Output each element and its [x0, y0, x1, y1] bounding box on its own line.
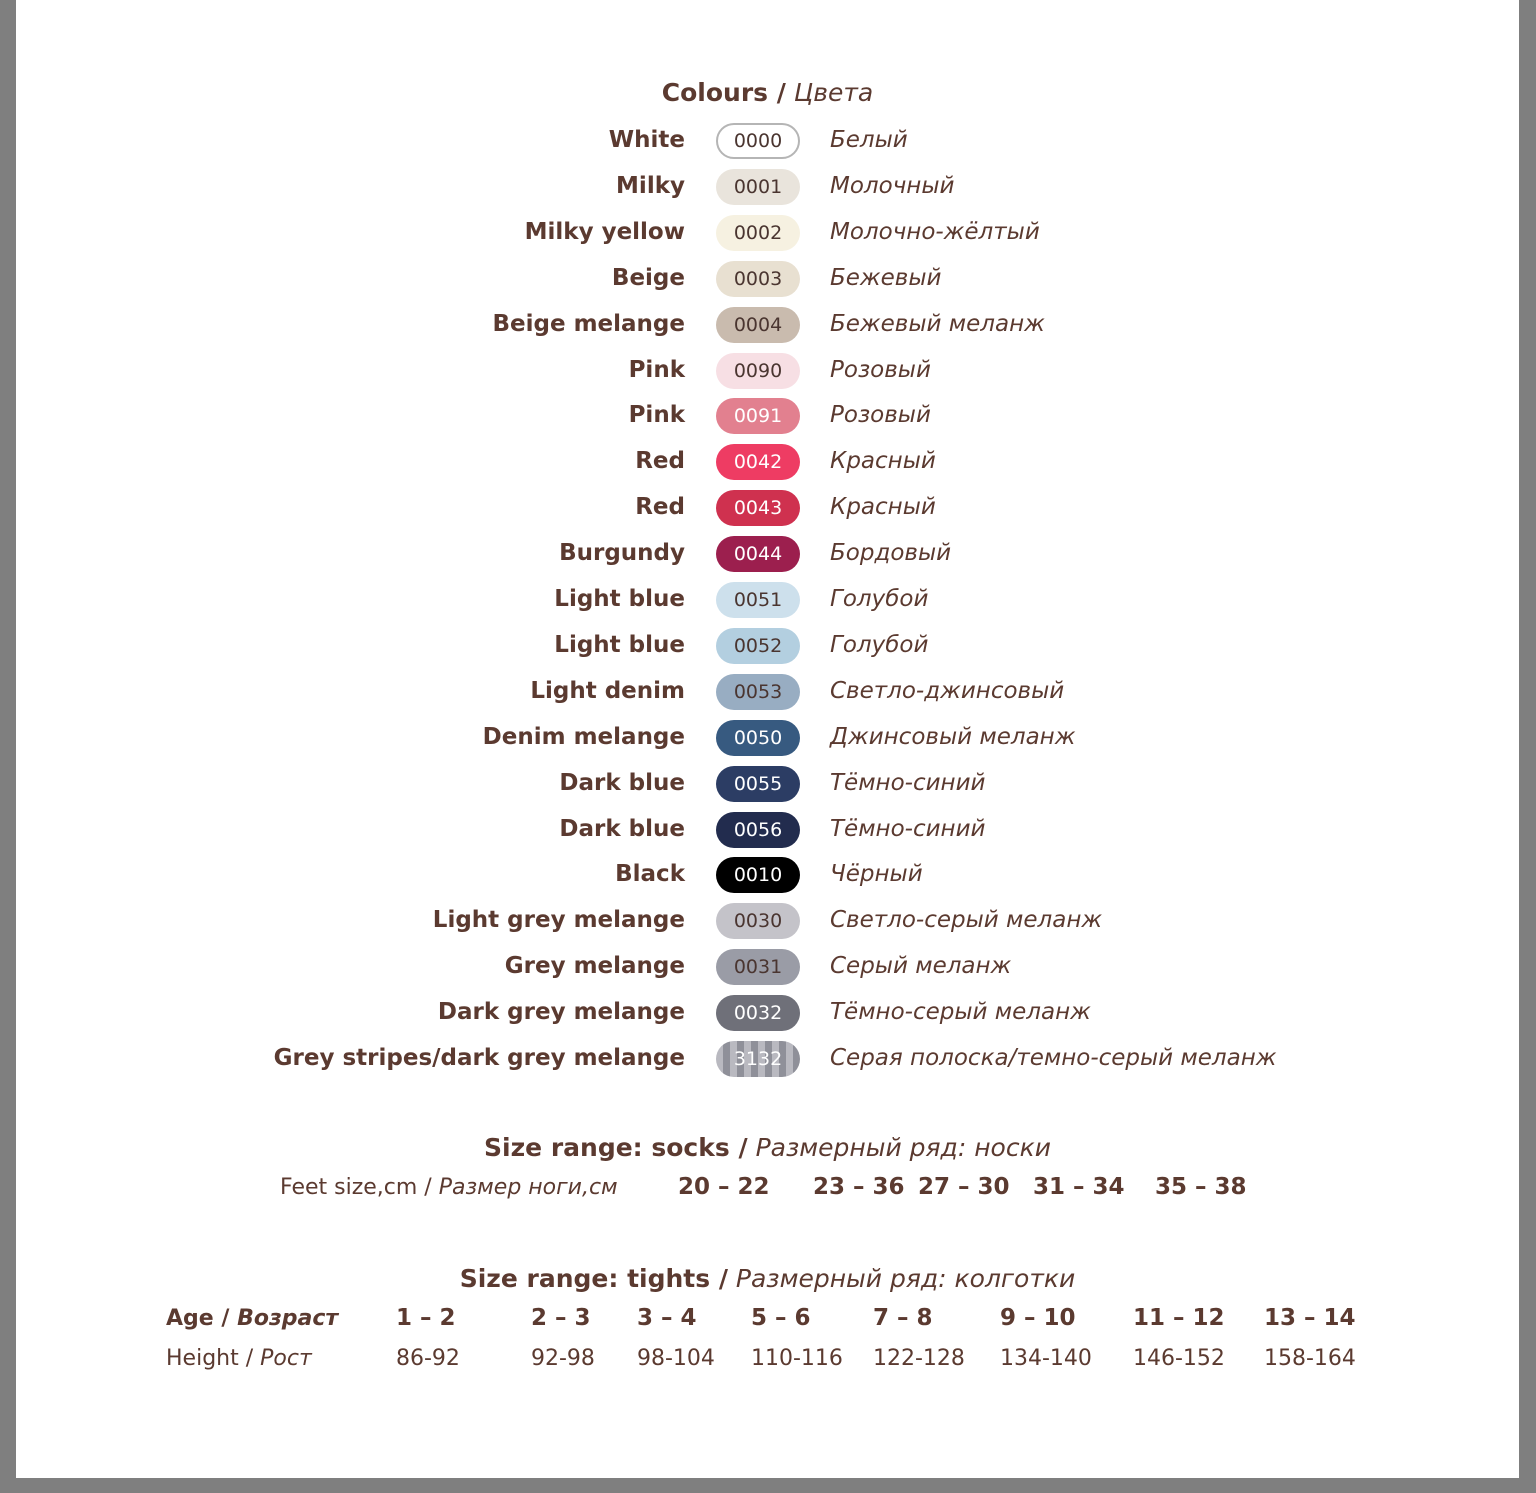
colour-name-ru: Розовый [830, 356, 931, 383]
colour-name-en: Light denim [530, 677, 685, 704]
colour-swatch: 0001 [716, 169, 800, 205]
colour-row [16, 487, 1519, 527]
colour-name-en: Milky [616, 172, 685, 199]
colour-row [16, 350, 1519, 390]
colour-name-ru: Белый [830, 127, 908, 153]
colour-name-ru: Серый меланж [830, 953, 1012, 980]
height-value: 134-140 [1000, 1346, 1092, 1371]
tights-title-ru: Размерный ряд: колготки [735, 1264, 1076, 1293]
age-value: 1 – 2 [396, 1305, 456, 1331]
colour-row [16, 625, 1519, 665]
colour-name-en: Dark grey melange [437, 999, 685, 1026]
feet-size-value: 31 – 34 [1033, 1174, 1125, 1200]
colour-name-ru: Красный [830, 448, 936, 475]
colour-name-en: Black [615, 861, 685, 888]
colour-name-en: Milky yellow [524, 218, 685, 245]
colour-name-en: Beige [611, 264, 685, 291]
age-value: 3 – 4 [637, 1305, 697, 1331]
colour-swatch: 0010 [716, 857, 800, 893]
feet-size-label-en: Feet size,cm / [280, 1175, 432, 1200]
colour-row [16, 717, 1519, 757]
colour-name-en: Pink [628, 402, 685, 429]
colour-swatch: 0003 [716, 261, 800, 297]
colour-row [16, 946, 1519, 986]
height-value: 146-152 [1133, 1346, 1225, 1371]
height-value: 92-98 [531, 1346, 595, 1371]
document-page [16, 0, 1519, 1478]
feet-size-label [280, 1175, 618, 1200]
age-value: 5 – 6 [751, 1305, 811, 1331]
colour-name-en: Pink [628, 356, 685, 383]
colour-name-en: Red [635, 448, 685, 475]
height-value: 158-164 [1264, 1346, 1356, 1371]
colour-swatch: 0000 [716, 123, 800, 159]
feet-size-value: 23 – 36 [813, 1174, 905, 1200]
colour-swatch: 0050 [716, 720, 800, 756]
colour-name-ru: Молочно-жёлтый [830, 218, 1040, 245]
colour-name-en: Burgundy [559, 540, 685, 567]
colour-name-ru: Тёмно-серый меланж [830, 999, 1091, 1026]
colour-name-en: Grey stripes/dark grey melange [273, 1045, 685, 1071]
feet-size-value: 20 – 22 [678, 1174, 770, 1200]
colour-name-ru: Тёмно-синий [830, 769, 986, 796]
colour-swatch: 0030 [716, 903, 800, 939]
height-value: 122-128 [873, 1346, 965, 1371]
colour-swatch: 0032 [716, 995, 800, 1031]
height-label-en: Height / [166, 1346, 254, 1371]
age-value: 13 – 14 [1264, 1305, 1356, 1331]
feet-size-label-ru: Размер ноги,см [438, 1175, 618, 1200]
colour-row [16, 809, 1519, 849]
colour-name-ru: Бордовый [830, 540, 952, 567]
colour-swatch: 0051 [716, 582, 800, 618]
tights-title-en: Size range: tights / [459, 1264, 728, 1293]
colour-name-ru: Розовый [830, 402, 931, 429]
height-value: 86-92 [396, 1346, 460, 1371]
colour-swatch: 0042 [716, 444, 800, 480]
colour-swatch: 0002 [716, 215, 800, 251]
colour-name-en: Beige melange [492, 310, 685, 337]
colour-name-ru: Серая полоска/темно-серый меланж [830, 1045, 1277, 1071]
socks-title-en: Size range: socks / [484, 1133, 748, 1162]
colour-swatch: 0004 [716, 307, 800, 343]
colour-row [16, 166, 1519, 206]
colour-name-ru: Чёрный [830, 861, 923, 888]
colour-name-ru: Красный [830, 494, 936, 521]
colour-row [16, 304, 1519, 344]
colours-title-ru: Цвета [793, 78, 874, 107]
colour-name-ru: Джинсовый меланж [830, 723, 1076, 750]
colour-row [16, 763, 1519, 803]
age-label [166, 1306, 338, 1331]
colour-name-ru: Светло-джинсовый [830, 677, 1065, 704]
colour-row [16, 671, 1519, 711]
age-label-ru: Возраст [237, 1306, 339, 1331]
colour-row [16, 854, 1519, 894]
colour-row [16, 120, 1519, 160]
age-value: 9 – 10 [1000, 1305, 1076, 1331]
colour-name-ru: Бежевый [830, 264, 942, 291]
age-value: 2 – 3 [531, 1305, 591, 1331]
colour-name-ru: Голубой [830, 586, 929, 612]
colour-name-en: Light blue [554, 586, 685, 612]
colour-row [16, 258, 1519, 298]
colour-swatch: 0056 [716, 812, 800, 848]
colour-name-ru: Голубой [830, 631, 929, 658]
colour-row [16, 212, 1519, 252]
height-value: 110-116 [751, 1346, 843, 1371]
colour-swatch: 0090 [716, 353, 800, 389]
colour-name-ru: Тёмно-синий [830, 815, 986, 842]
colour-row [16, 900, 1519, 940]
socks-title-ru: Размерный ряд: носки [755, 1133, 1051, 1162]
height-label [166, 1346, 312, 1371]
socks-title [16, 1133, 1519, 1162]
colour-swatch: 0055 [716, 766, 800, 802]
age-label-en: Age / [166, 1306, 230, 1331]
colour-name-en: Red [635, 494, 685, 521]
colour-name-en: Light grey melange [432, 907, 685, 934]
age-value: 7 – 8 [873, 1305, 933, 1331]
colour-name-en: Light blue [554, 631, 685, 658]
colour-swatch: 0052 [716, 628, 800, 664]
colour-swatch: 0091 [716, 398, 800, 434]
tights-title [16, 1264, 1519, 1293]
colour-row [16, 395, 1519, 435]
colour-swatch: 3132 [716, 1041, 800, 1077]
colour-name-en: Grey melange [504, 953, 685, 980]
feet-size-value: 27 – 30 [918, 1174, 1010, 1200]
feet-size-value: 35 – 38 [1155, 1174, 1247, 1200]
height-label-ru: Рост [260, 1346, 312, 1371]
colour-swatch: 0043 [716, 490, 800, 526]
colours-title-en: Colours / [661, 78, 786, 107]
colour-row [16, 533, 1519, 573]
colour-row [16, 1038, 1519, 1078]
colour-name-ru: Бежевый меланж [830, 310, 1045, 337]
colour-row [16, 441, 1519, 481]
colour-name-ru: Светло-серый меланж [830, 907, 1103, 934]
height-value: 98-104 [637, 1346, 715, 1371]
colour-swatch: 0031 [716, 949, 800, 985]
colour-row [16, 579, 1519, 619]
colour-swatch: 0044 [716, 536, 800, 572]
colour-row [16, 992, 1519, 1032]
colour-name-en: Dark blue [559, 769, 685, 796]
colour-name-en: Denim melange [482, 723, 685, 750]
age-value: 11 – 12 [1133, 1305, 1225, 1331]
colours-title [16, 78, 1519, 107]
colour-name-en: White [608, 127, 685, 153]
colour-name-en: Dark blue [559, 815, 685, 842]
colour-name-ru: Молочный [830, 172, 955, 199]
colour-swatch: 0053 [716, 674, 800, 710]
